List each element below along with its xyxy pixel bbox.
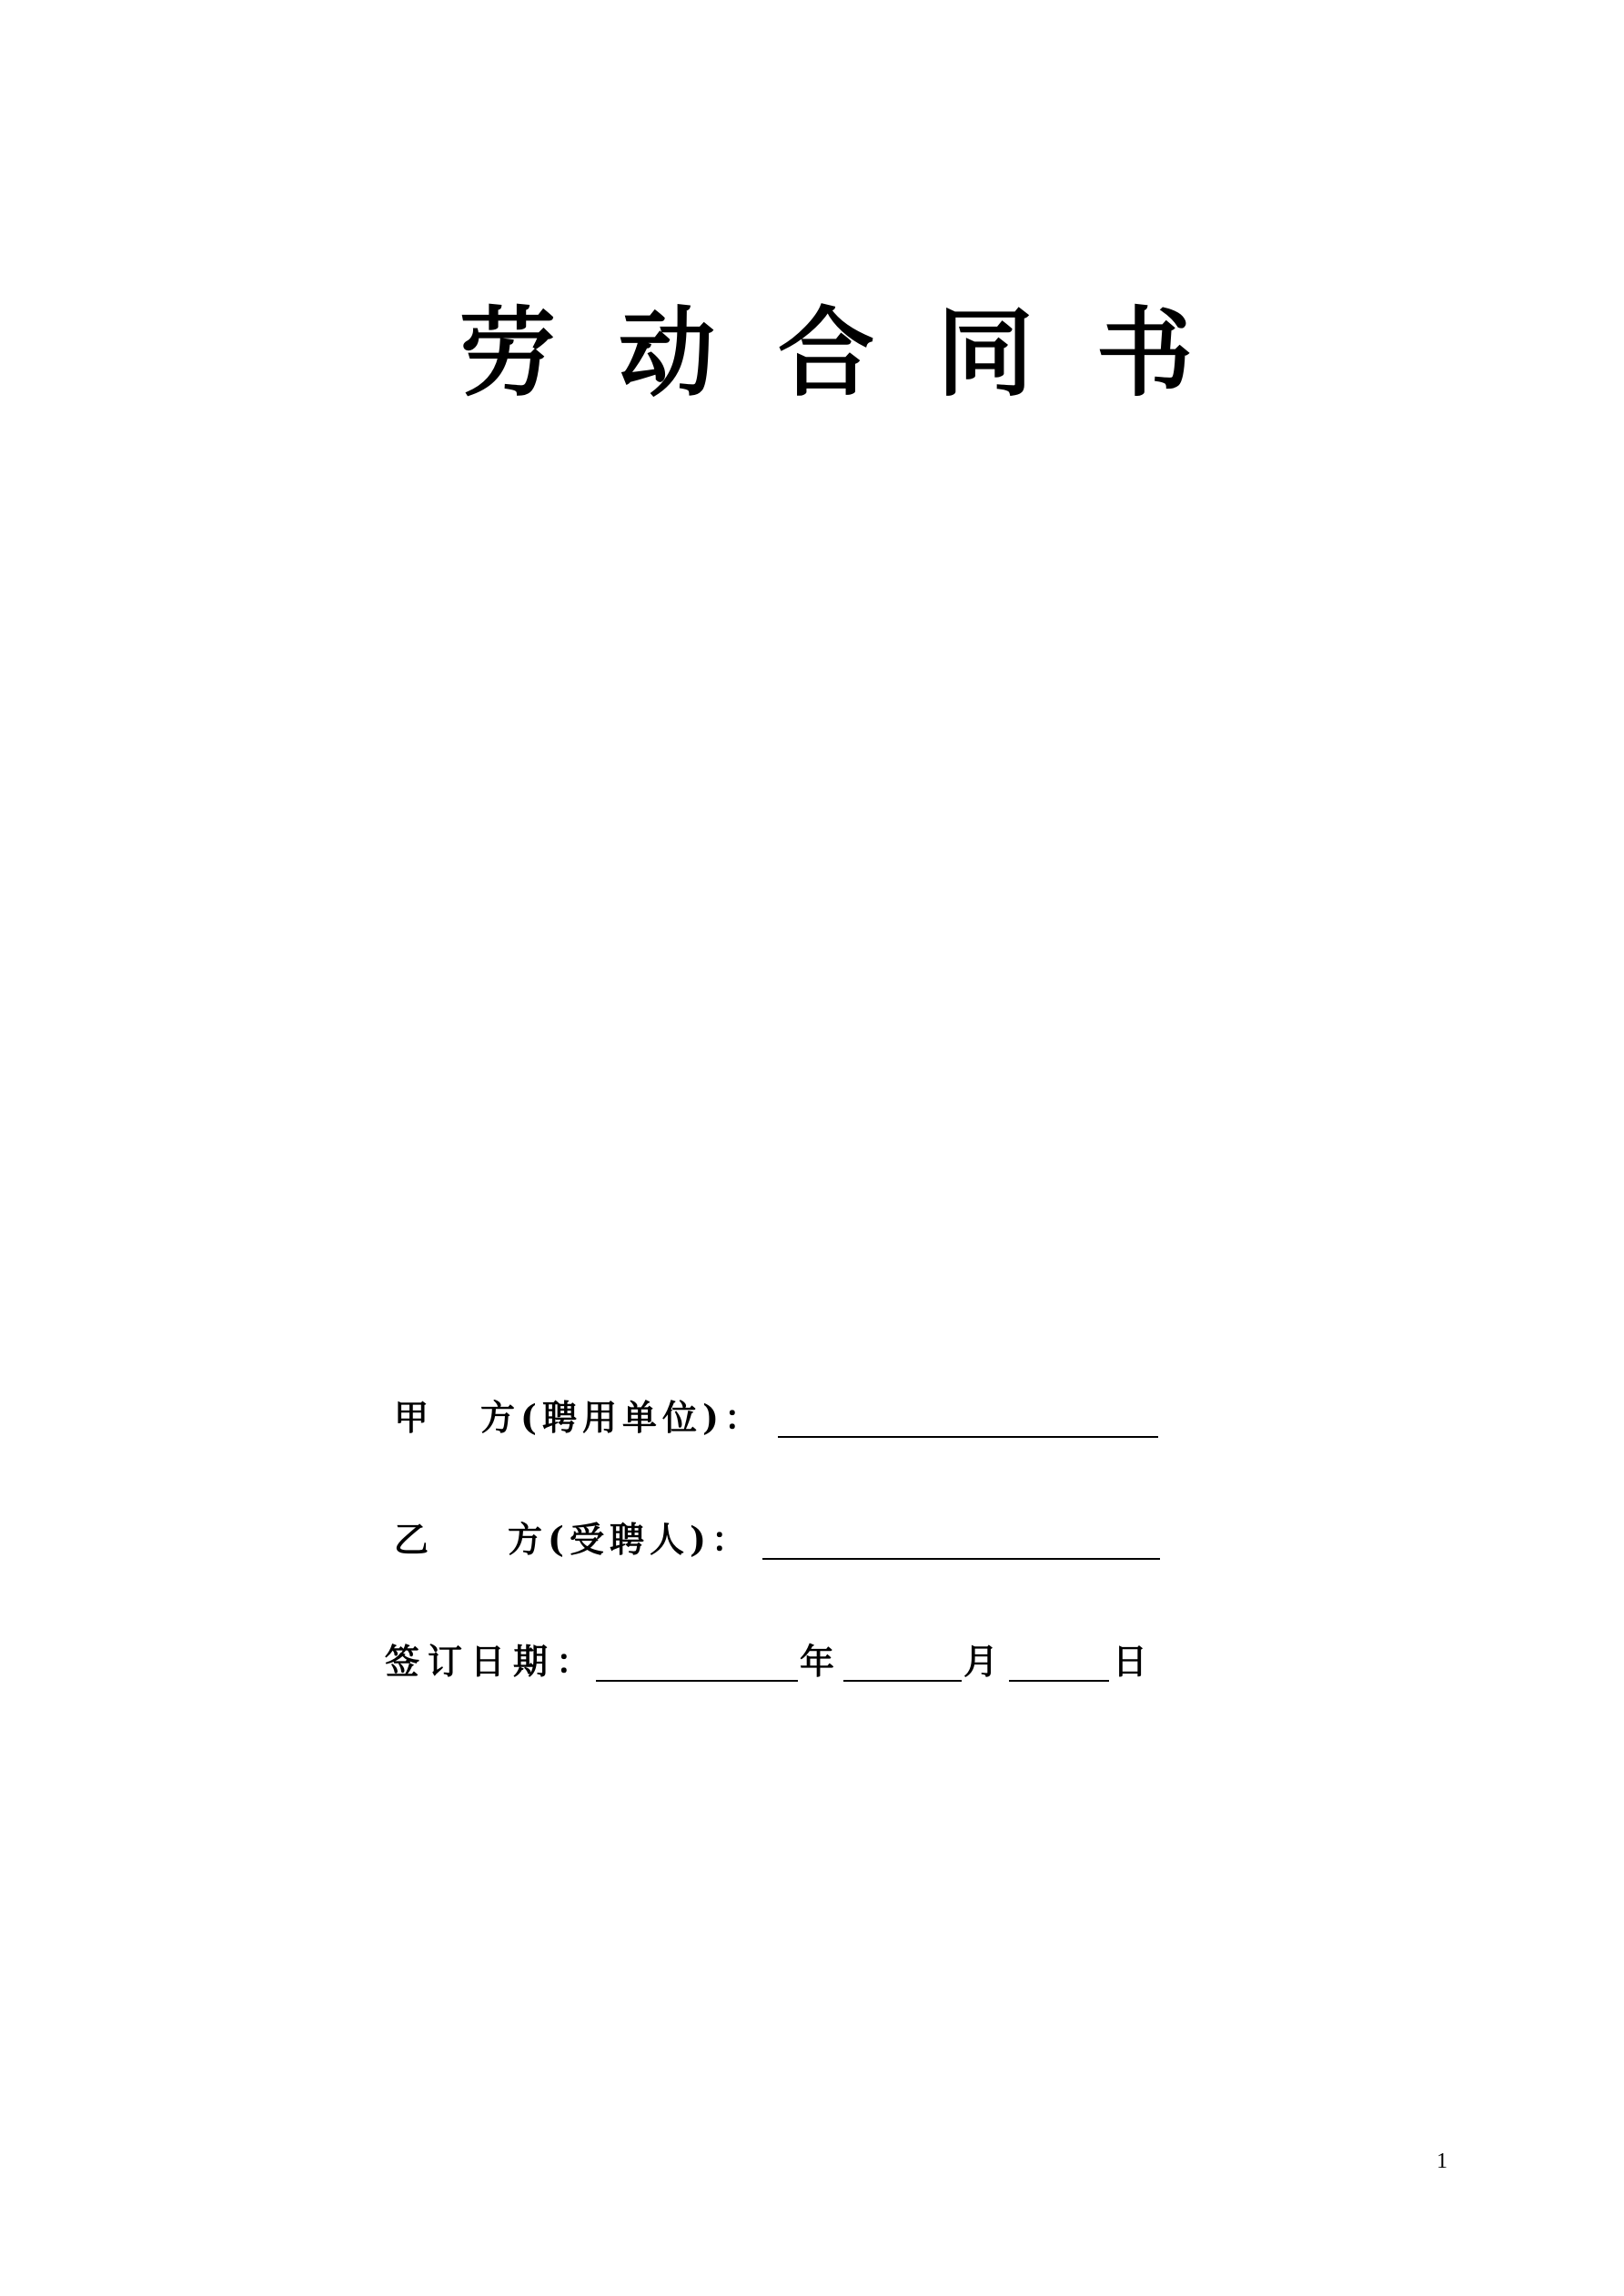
party-b-row [394,1512,1167,1567]
party-b-blank-line[interactable] [762,1558,1160,1560]
month-blank-line[interactable] [843,1680,962,1682]
party-a-label-char: 甲 [394,1397,429,1438]
party-a-blank-line[interactable] [778,1436,1158,1438]
party-b-label-char: 乙 [394,1519,429,1560]
year-blank-line[interactable] [596,1680,798,1682]
party-b-label: 方(受聘人)： [508,1519,751,1560]
sign-date-label: 签订日期： [385,1641,600,1682]
document-title [0,289,1624,417]
day-unit: 日 [1113,1641,1148,1682]
title-char: 劳 [459,296,556,410]
year-unit: 年 [800,1641,835,1682]
party-a-label: 方(聘用单位)： [480,1397,764,1438]
title-char: 书 [1096,296,1193,410]
page-number: 1 [1437,2149,1447,2173]
title-char: 合 [778,296,874,410]
sign-date-row [385,1634,1167,1689]
title-char: 同 [937,296,1034,410]
day-blank-line[interactable] [1009,1680,1109,1682]
month-unit: 月 [963,1641,999,1682]
party-a-row [394,1391,1167,1445]
title-char: 动 [619,296,715,410]
